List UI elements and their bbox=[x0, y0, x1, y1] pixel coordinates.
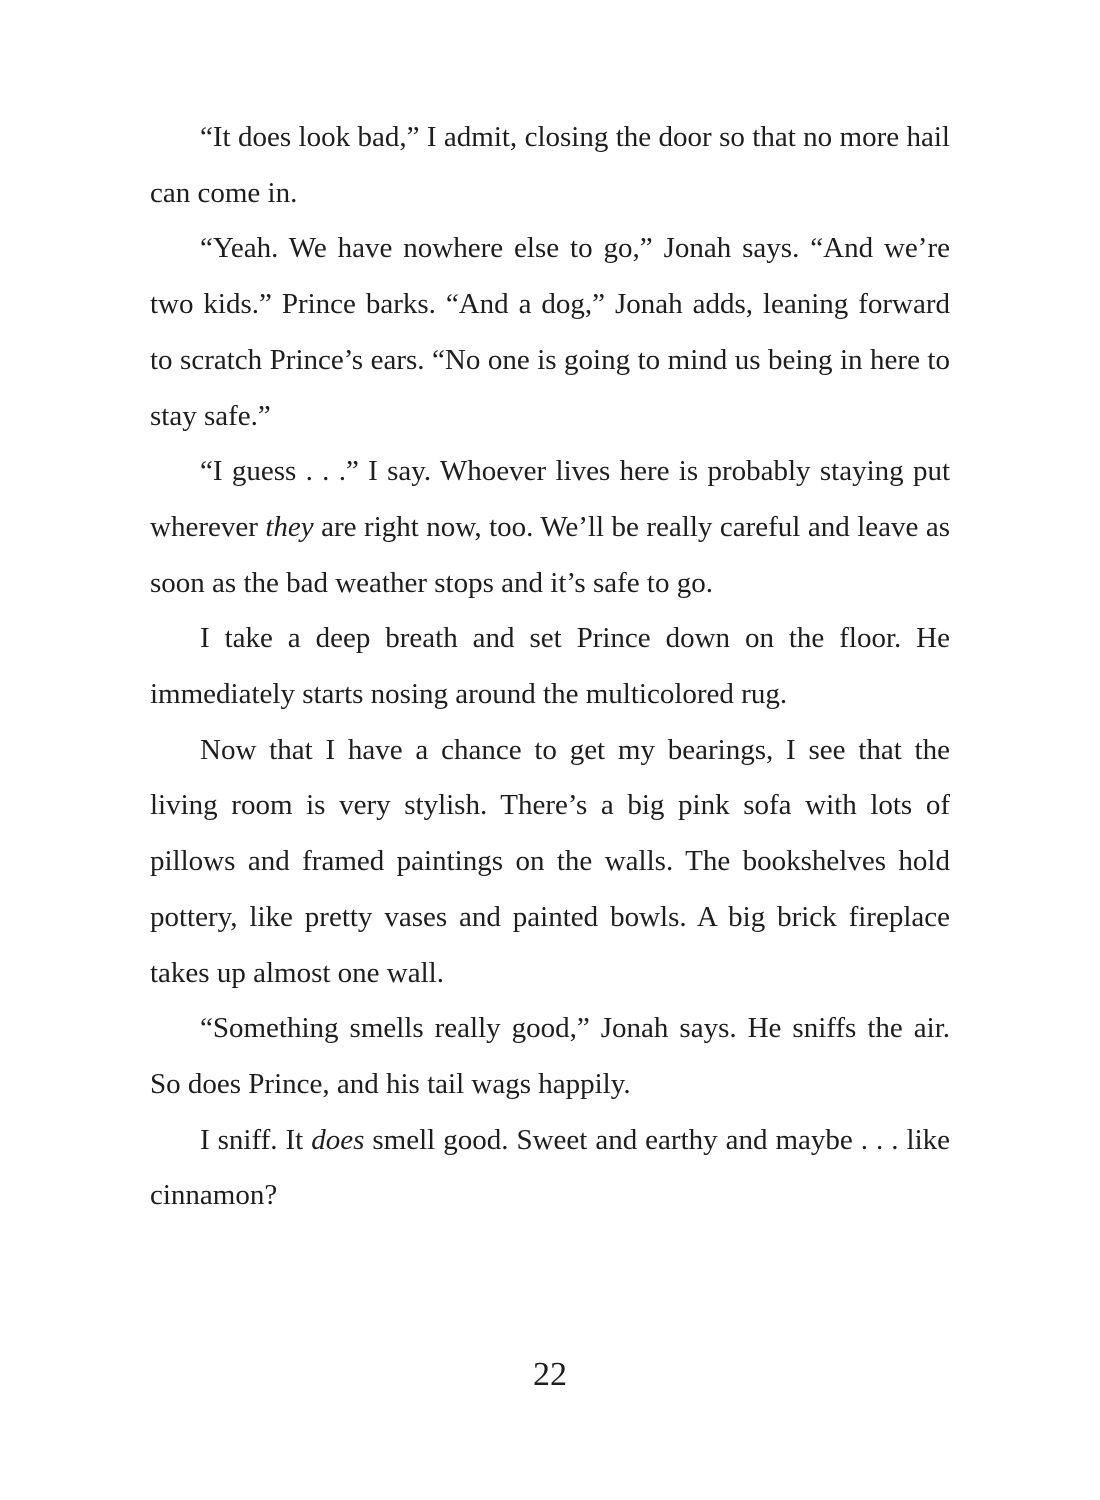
paragraph bbox=[150, 1001, 950, 1112]
text-run: smell good. Sweet and earthy and maybe . . . like cinnamon? bbox=[150, 1123, 950, 1212]
italic-text-run: does bbox=[311, 1123, 365, 1156]
italic-text-run: they bbox=[265, 510, 314, 543]
body-text bbox=[150, 110, 950, 1224]
paragraph bbox=[150, 110, 950, 221]
text-run: are right now, too. We’ll be really careful and leave as soon as the bad weather stops and it’s safe to go. bbox=[150, 510, 951, 599]
text-run: “Yeah. We have nowhere else to go,” Jonah says. “And we’re two kids.” Prince barks. “And a dog,” Jonah adds, leaning forward to scratch Prince’s ears. “No one is going to mind us being in here to stay safe.” bbox=[150, 232, 950, 432]
paragraph bbox=[150, 444, 950, 611]
text-run: “I guess . . .” I say. Whoever lives here is probably staying put wherever bbox=[150, 455, 950, 543]
text-run: “Something smells really good,” Jonah says. He sniffs the air. So does Prince, and his tail wags happily. bbox=[150, 1012, 950, 1100]
paragraph bbox=[150, 723, 950, 1002]
text-run: I take a deep breath and set Prince down on the floor. He immediately starts nosing around the multicolored rug. bbox=[150, 622, 950, 711]
paragraph bbox=[150, 221, 950, 444]
paragraph bbox=[150, 611, 950, 722]
text-run: I sniff. It bbox=[200, 1123, 312, 1156]
text-run: Now that I have a chance to get my bearings, I see that the living room is very stylish. There’s a big pink sofa with lots of pillows and framed paintings on the walls. The bookshelves hold pottery, like pretty vases and painted bowls. A big brick fireplace takes up almost one wall. bbox=[150, 733, 950, 989]
page-number: 22 bbox=[533, 1356, 567, 1393]
text-run: “It does look bad,” I admit, closing the door so that no more hail can come in. bbox=[150, 121, 950, 209]
paragraph bbox=[150, 1113, 950, 1224]
